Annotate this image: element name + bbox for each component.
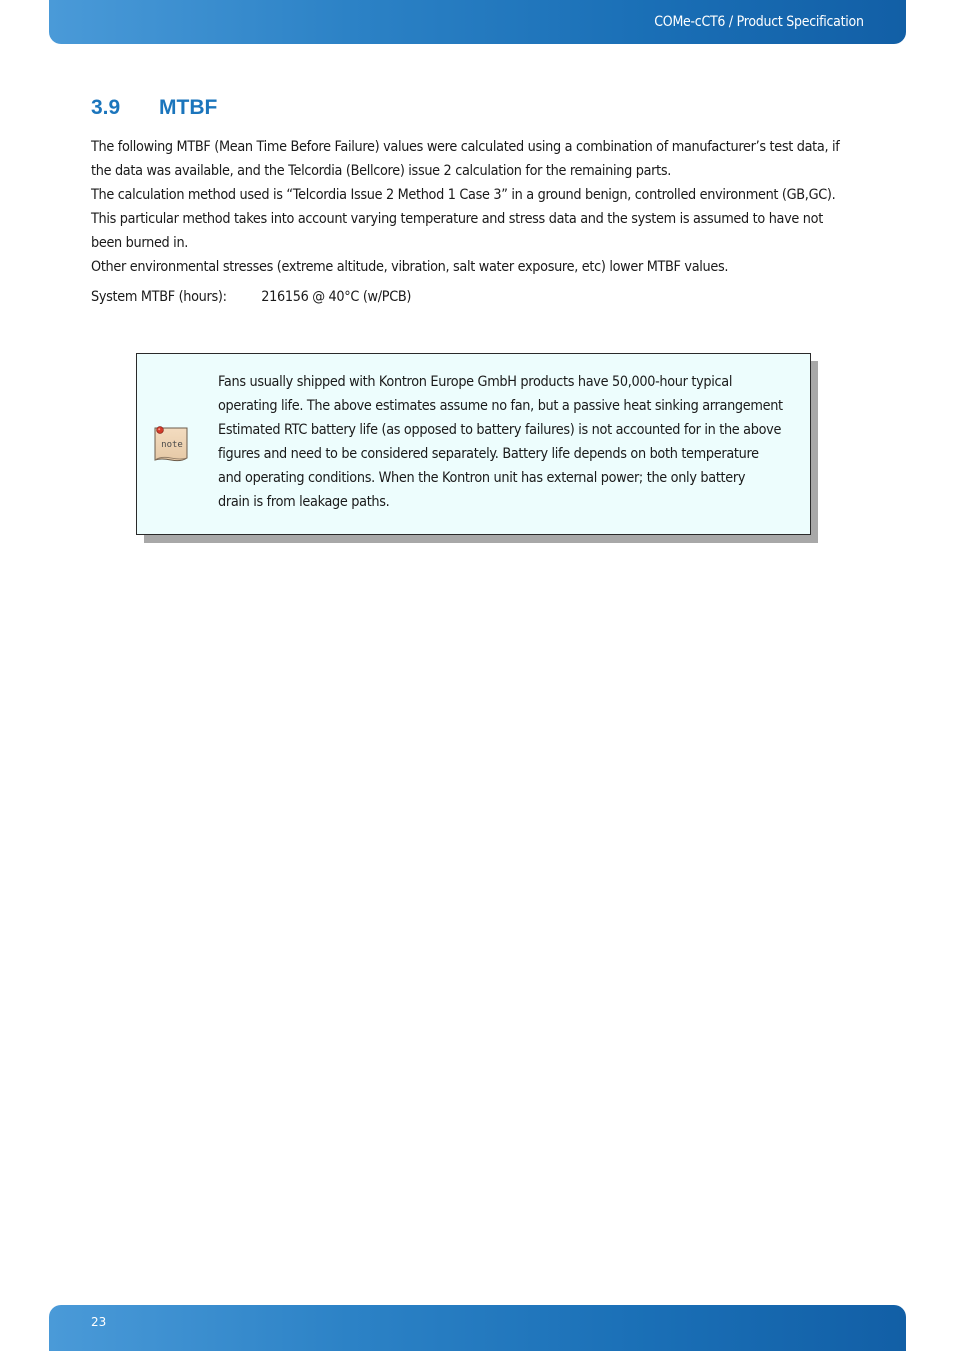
note-line: operating life. The above estimates assume no fan, but a passive heat sinking arrangement <box>218 398 783 414</box>
footer-band <box>49 1305 906 1351</box>
section-title: MTBF <box>159 96 218 119</box>
paragraph-line: the data was available, and the Telcordia (Bellcore) issue 2 calculation for the remaining parts. <box>91 163 672 179</box>
note-line: Estimated RTC battery life (as opposed to battery failures) is not accounted for in the above <box>218 422 782 438</box>
paragraph-line: been burned in. <box>91 235 189 251</box>
mtbf-description <box>91 135 871 279</box>
note-line: and operating conditions. When the Kontron unit has external power; the only battery <box>218 470 746 486</box>
header-band <box>49 0 906 44</box>
paragraph-line: The calculation method used is “Telcordia Issue 2 Method 1 Case 3” in a ground benign, controlled environment (GB,GC). <box>91 187 836 203</box>
document-title: COMe-cCT6 / Product Specification <box>654 14 864 30</box>
note-box <box>136 353 811 535</box>
page-number: 23 <box>91 1315 107 1329</box>
system-mtbf-row <box>91 289 411 305</box>
section-heading <box>91 96 217 120</box>
note-line: Fans usually shipped with Kontron Europe GmbH products have 50,000-hour typical <box>218 374 733 390</box>
description-paragraph <box>91 135 871 279</box>
note-line: drain is from leakage paths. <box>218 494 390 510</box>
note-icon <box>151 420 191 464</box>
section-number: 3.9 <box>91 96 121 119</box>
note-text <box>218 370 808 514</box>
paragraph-line: This particular method takes into account varying temperature and stress data and the system is assumed to have not <box>91 211 823 227</box>
note-line: figures and need to be considered separately. Battery life depends on both temperature <box>218 446 759 462</box>
system-mtbf-label: System MTBF (hours): <box>91 289 227 305</box>
paragraph-line: The following MTBF (Mean Time Before Failure) values were calculated using a combination of manufacturer’s test data, if <box>91 139 840 155</box>
note-icon-label: note <box>161 440 183 450</box>
paragraph-line: Other environmental stresses (extreme altitude, vibration, salt water exposure, etc) lower MTBF values. <box>91 259 729 275</box>
system-mtbf-value: 216156 @ 40°C (w/PCB) <box>261 289 412 305</box>
